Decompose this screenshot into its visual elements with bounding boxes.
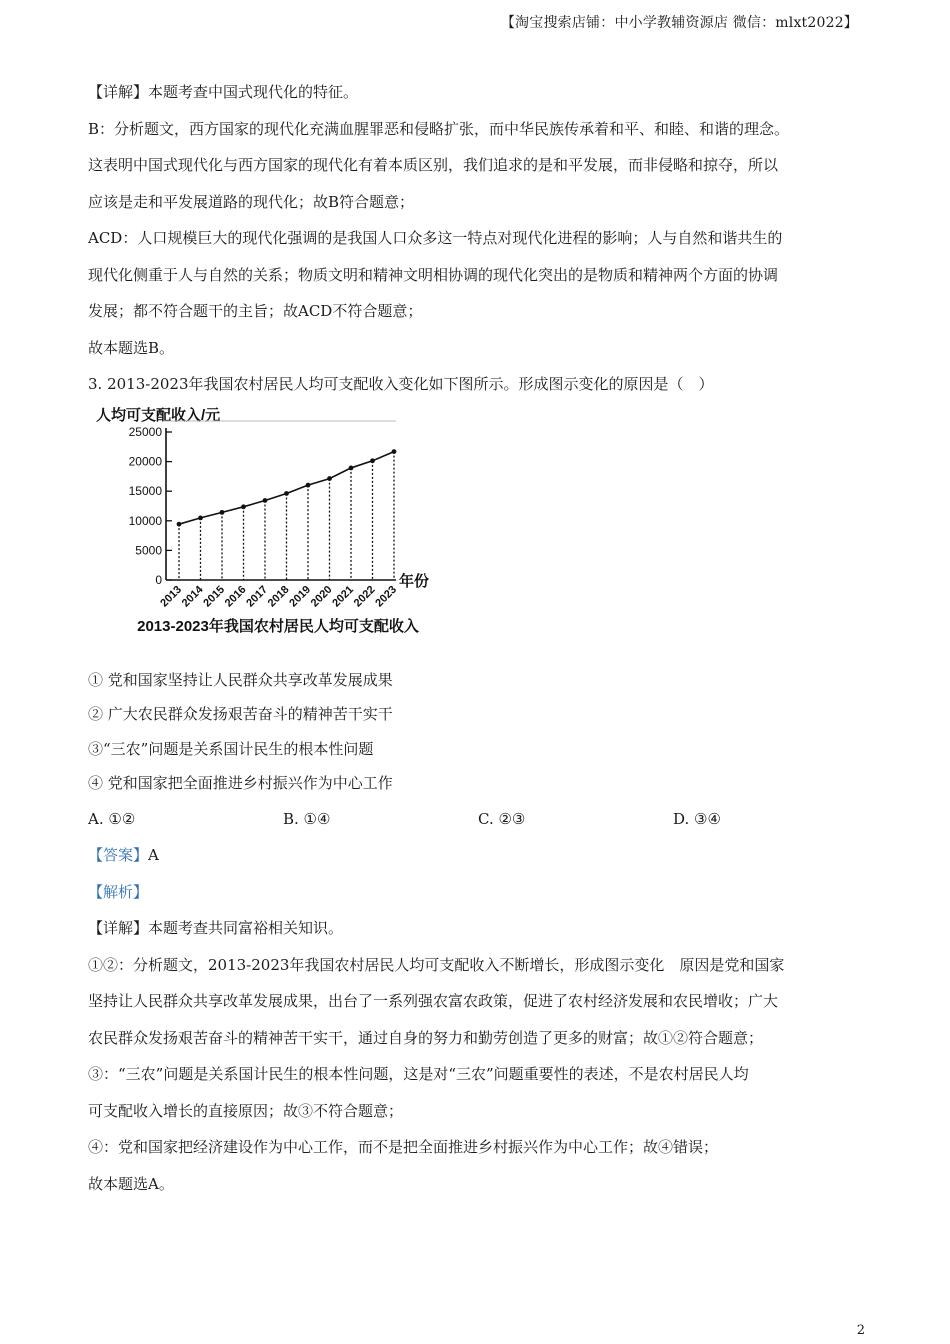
q2-line: B：分析题文，西方国家的现代化充满血腥罪恶和侵略扩张，而中华民族传承着和平、和睦、和谐的理念。: [88, 119, 790, 138]
x-tick-label: 2023: [373, 583, 400, 609]
y-tick-label: 25000: [128, 424, 162, 439]
chart-title: 2013-2023年我国农村居民人均可支配收入: [137, 617, 419, 635]
option-c: C. ②③: [478, 809, 526, 828]
q3-line: ①②：分析题文，2013-2023年我国农村居民人均可支配收入不断增长，形成图示变化 原因是党和国家: [88, 955, 785, 974]
q2-line: 故本题选B。: [88, 338, 175, 357]
x-tick-label: 2013: [158, 583, 185, 609]
q2-detail: 【详解】本题考查中国式现代化的特征。: [88, 83, 359, 101]
option-b: B. ①④: [283, 809, 331, 828]
q3-line: ③：“三农”问题是关系国计民生的根本性问题，这是对“三农”问题重要性的表述，不是农村居民人均: [88, 1065, 749, 1083]
income-chart-svg: [96, 406, 456, 651]
answer-label: 【答案】: [88, 846, 149, 864]
page-number: 2: [856, 1323, 865, 1338]
q2-line: ACD：人口规模巨大的现代化强调的是我国人口众多这一特点对现代化进程的影响；人与自然和谐共生的: [88, 229, 783, 247]
analysis-label: 【解析】: [88, 882, 149, 901]
statement-2: ② 广大农民群众发扬艰苦奋斗的精神苦干实干: [88, 705, 393, 723]
q3-line: ④：党和国家把经济建设作为中心工作，而不是把全面推进乡村振兴作为中心工作；故④错误；: [88, 1138, 719, 1156]
y-tick-label: 0: [155, 572, 162, 587]
x-axis-label: 年份: [399, 572, 430, 590]
x-tick-label: 2018: [265, 583, 292, 609]
income-chart: [96, 406, 456, 651]
q2-line: 发展；都不符合题干的主旨；故ACD不符合题意；: [88, 302, 423, 320]
q2-line: 这表明中国式现代化与西方国家的现代化有着本质区别，我们追求的是和平发展，而非侵略和掠夺，所以: [88, 156, 779, 174]
statement-1: ① 党和国家坚持让人民群众共享改革发展成果: [88, 670, 393, 689]
x-tick-label: 2017: [244, 583, 271, 609]
q3-line: 故本题选A。: [88, 1174, 174, 1193]
y-tick-label: 10000: [128, 513, 162, 528]
q3-line: 农民群众发扬艰苦奋斗的精神苦干实干，通过自身的努力和勤劳创造了更多的财富；故①②符合题意；: [88, 1028, 764, 1047]
y-tick-label: 5000: [135, 542, 162, 557]
data-point: [349, 465, 354, 470]
data-point: [198, 515, 203, 520]
answer-line: [88, 837, 868, 874]
x-tick-label: 2019: [287, 583, 314, 609]
q2-line: 应该是走和平发展道路的现代化；故B符合题意；: [88, 192, 415, 211]
x-tick-label: 2021: [330, 583, 357, 609]
y-tick-label: 20000: [128, 454, 162, 469]
data-point: [284, 491, 289, 496]
y-tick-label: 15000: [128, 483, 162, 498]
q3-detail: 【详解】本题考查共同富裕相关知识。: [88, 919, 344, 937]
data-point: [306, 482, 311, 487]
x-tick-label: 2014: [179, 583, 206, 609]
answer-value: A: [148, 846, 159, 864]
statement-4: ④ 党和国家把全面推进乡村振兴作为中心工作: [88, 774, 393, 792]
q3-line: 可支配收入增长的直接原因；故③不符合题意；: [88, 1101, 404, 1120]
header-note: 【淘宝搜索店铺：中小学教辅资源店 微信：mlxt2022】: [500, 15, 858, 31]
data-point: [392, 449, 397, 454]
q3-line: 坚持让人民群众共享改革发展成果，出台了一系列强农富农政策，促进了农村经济发展和农民增收；广大: [88, 992, 779, 1010]
data-point: [220, 509, 225, 514]
x-tick-label: 2016: [222, 583, 249, 609]
x-tick-label: 2015: [201, 583, 228, 609]
data-point: [327, 476, 332, 481]
page-content: [88, 74, 868, 1202]
statement-3: ③“三农”问题是关系国计民生的根本性问题: [88, 739, 374, 758]
data-point: [263, 498, 268, 503]
series-line: [179, 451, 394, 524]
x-tick-label: 2020: [308, 583, 335, 609]
option-d: D. ③④: [673, 809, 721, 828]
data-point: [177, 521, 182, 526]
answer-options: [88, 801, 868, 838]
data-point: [241, 504, 246, 509]
q3-stem: 3. 2013-2023年我国农村居民人均可支配收入变化如下图所示。形成图示变化的原因是（ ）: [88, 375, 714, 393]
q2-line: 现代化侧重于人与自然的关系；物质文明和精神文明相协调的现代化突出的是物质和精神两个方面的协调: [88, 265, 779, 284]
data-point: [370, 458, 375, 463]
option-a: A. ①②: [88, 809, 136, 828]
y-axis-label: 人均可支配收入/元: [96, 406, 221, 424]
x-tick-label: 2022: [351, 583, 378, 609]
